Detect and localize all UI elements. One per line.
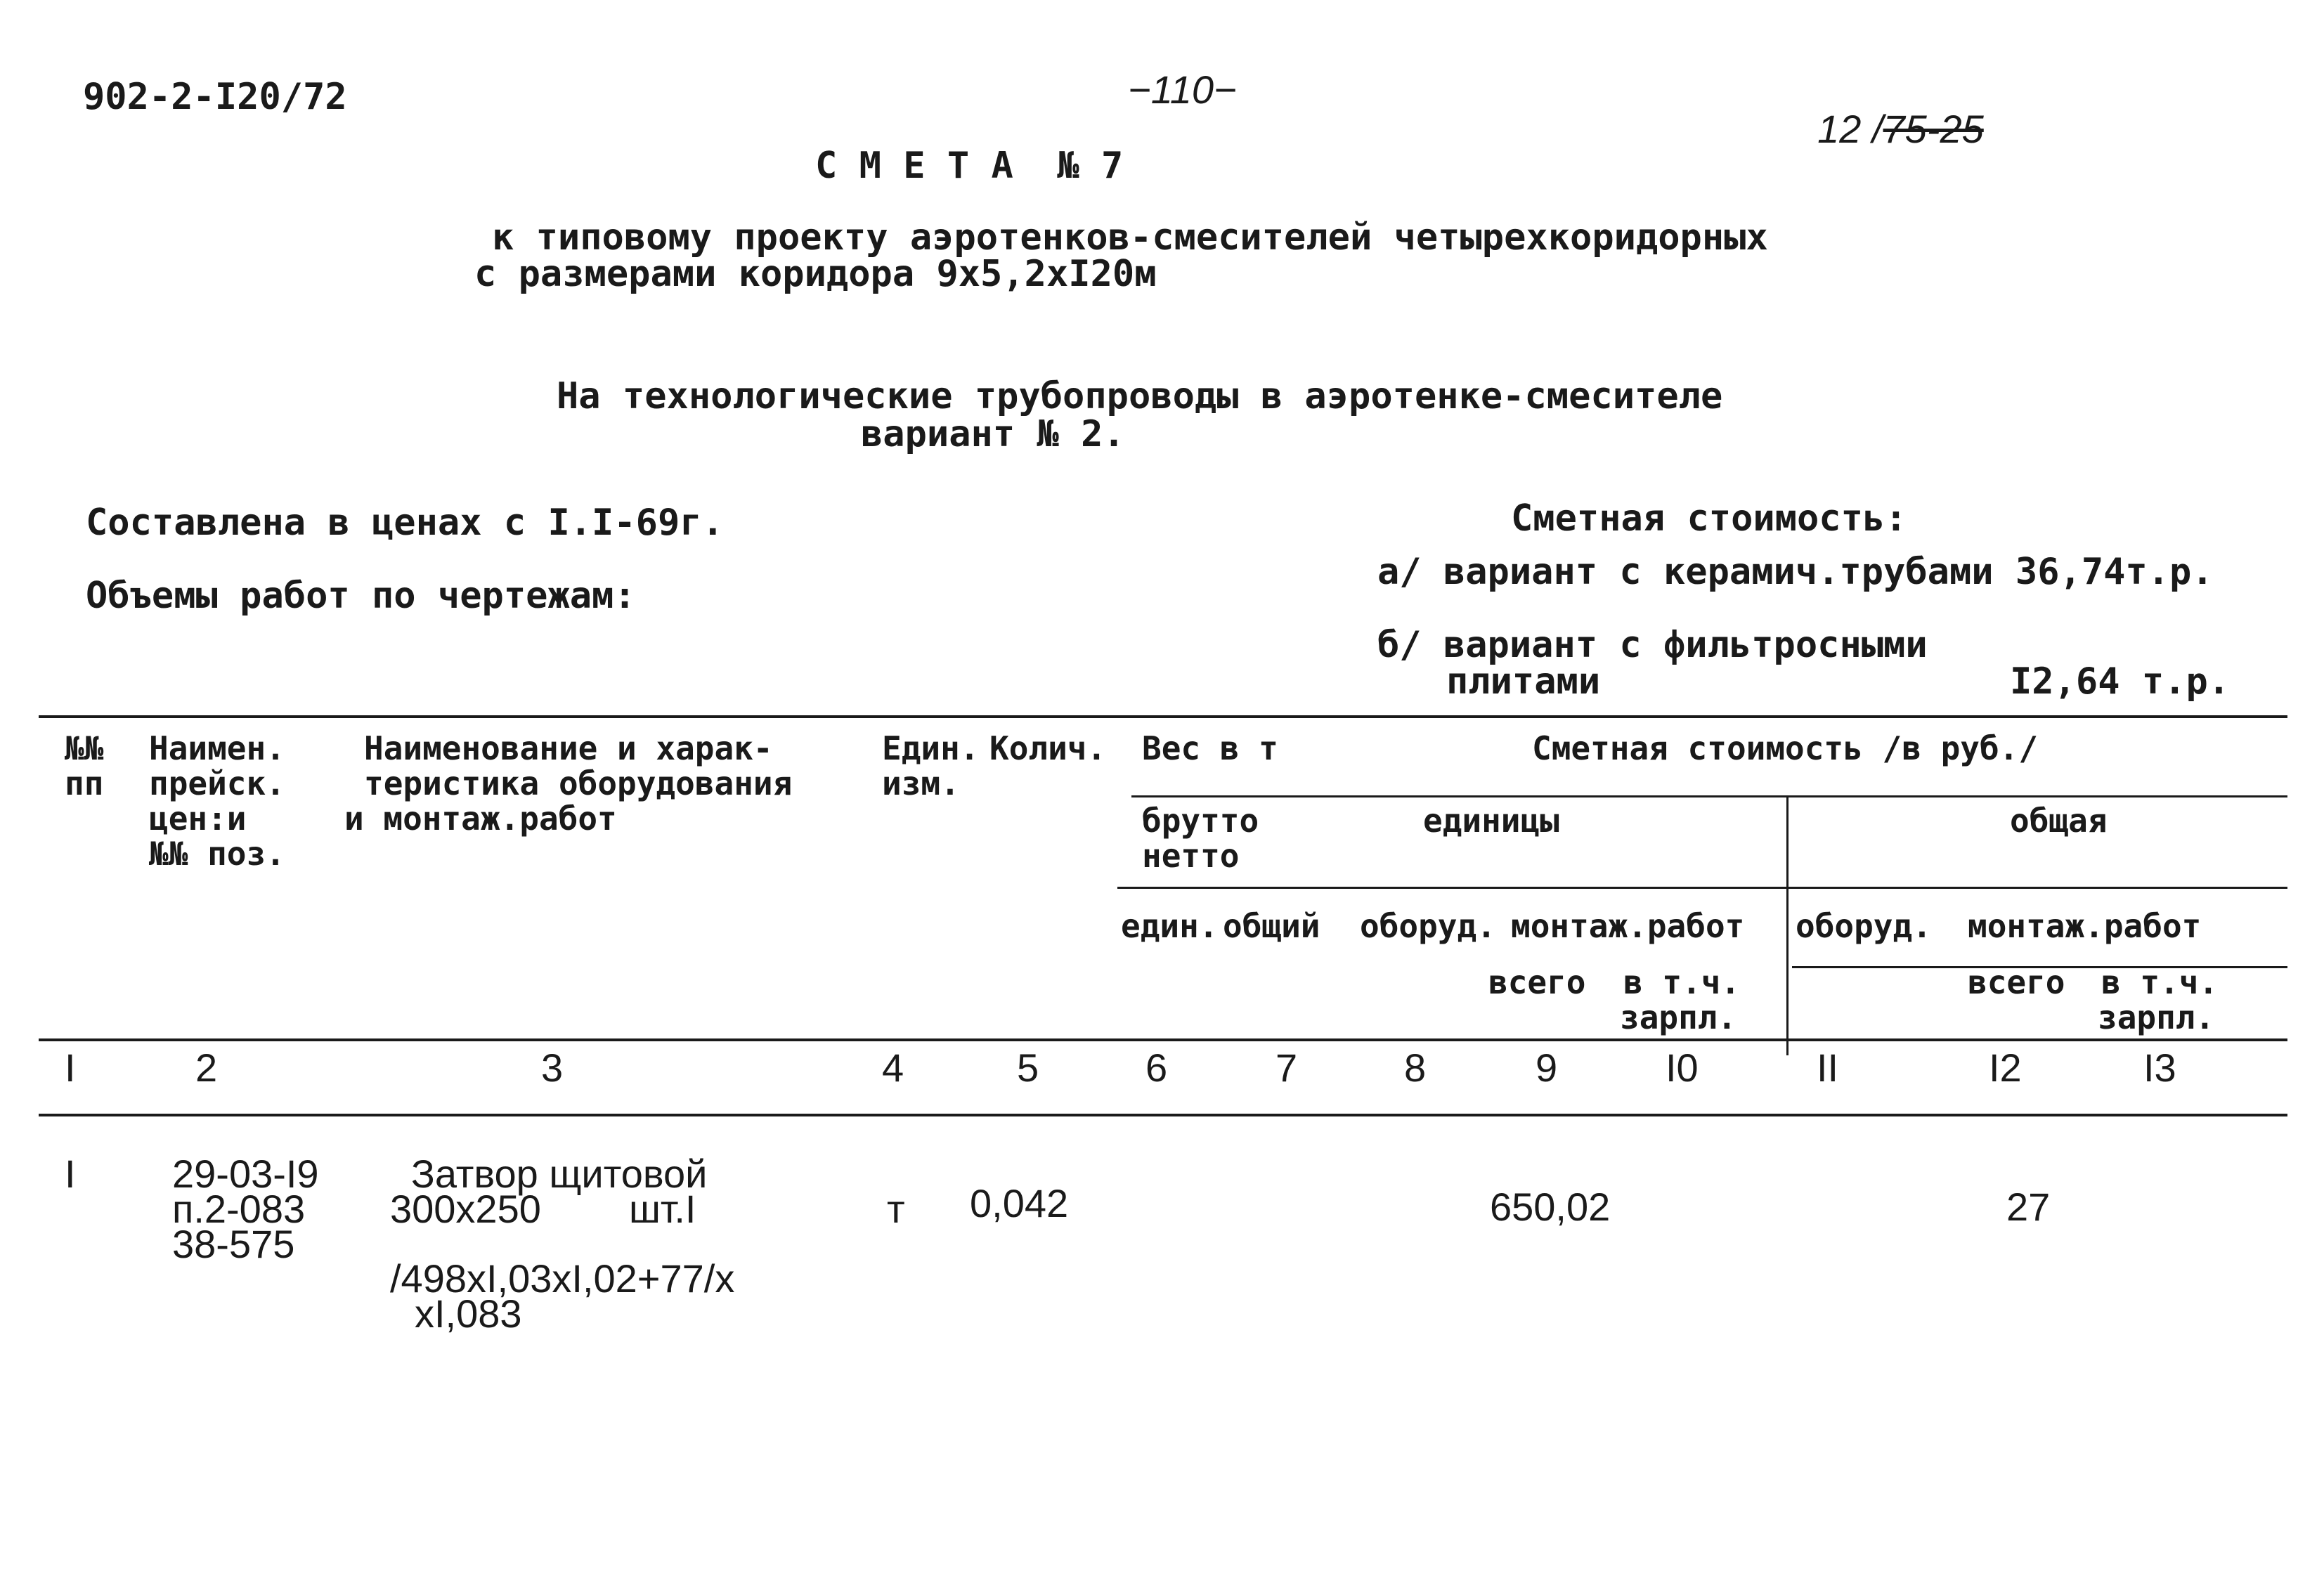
column-number-9: 9 xyxy=(1536,1046,1558,1090)
unit-total-divider xyxy=(1786,795,1789,1055)
header-col2-line4: №№ поз. xyxy=(149,835,285,873)
table-top-rule xyxy=(39,715,2287,718)
variant-a: а/ вариант с керамич.трубами 36,74т.р. xyxy=(1377,551,2214,593)
header-total-total: всего xyxy=(1968,963,2065,1001)
subject-line1: На технологические трубопроводы в аэротенке-смесителе xyxy=(557,375,1723,417)
header-col2-line2: прейск. xyxy=(149,764,285,802)
header-unit-wage: зарпл. xyxy=(1620,998,1737,1036)
column-number-12: I2 xyxy=(1989,1046,2022,1090)
header-unit-group: единицы xyxy=(1423,802,1559,840)
header-weight: Вес в т xyxy=(1142,729,1278,767)
sheet-number-struck: 75-25 xyxy=(1883,107,1984,151)
column-number-10: I0 xyxy=(1666,1046,1699,1090)
sheet-number-prefix: 12 / xyxy=(1817,107,1883,151)
variant-b-line2: плитами xyxy=(1446,660,1601,703)
header-col3-line1: Наименование и харак- xyxy=(364,729,773,767)
column-numbers-rule xyxy=(39,1114,2287,1116)
project-description-line1: к типовому проекту аэротенков-смесителей четырехкоридорных xyxy=(492,216,1768,259)
volumes-basis: Объемы работ по чертежам: xyxy=(86,575,636,617)
subheader-rule xyxy=(1117,887,2287,889)
row-unit: т xyxy=(887,1187,905,1231)
column-number-6: 6 xyxy=(1145,1046,1168,1090)
column-number-4: 4 xyxy=(882,1046,904,1090)
header-bottom-rule xyxy=(39,1038,2287,1041)
variant-b-value: I2,64 т.р. xyxy=(2010,660,2231,703)
sheet-number xyxy=(1796,70,1984,149)
row-formula-line1: /498хI,03хI,02+77/х xyxy=(390,1256,735,1301)
header-total-equipment: оборуд. xyxy=(1796,907,1932,945)
header-total-install: монтаж.работ xyxy=(1968,907,2202,945)
header-unit-install: монтаж.работ xyxy=(1511,907,1745,945)
header-col2-line1: Наимен. xyxy=(149,729,285,767)
column-number-3: 3 xyxy=(541,1046,564,1090)
column-number-13: I3 xyxy=(2143,1046,2176,1090)
row-pricelist-line3: 38-575 xyxy=(172,1222,295,1266)
row-item-name-line2: 300х250 xyxy=(390,1187,541,1231)
header-total-group: общая xyxy=(2010,802,2108,840)
document-code: 902-2-I20/72 xyxy=(83,76,347,118)
row-pricelist-line2: п.2-083 xyxy=(172,1187,306,1231)
row-item-name-line1: Затвор щитовой xyxy=(411,1152,708,1196)
column-number-7: 7 xyxy=(1275,1046,1298,1090)
header-col3-line2: теристика оборудования xyxy=(364,764,793,802)
header-col2-line3: цен:и xyxy=(149,800,247,838)
header-unit-incl: в т.ч. xyxy=(1623,963,1741,1001)
header-cost-group: Сметная стоимость /в руб./ xyxy=(1532,729,2039,767)
header-col3-line3: и монтаж.работ xyxy=(344,800,617,838)
header-total-wage: зарпл. xyxy=(2098,998,2215,1036)
brutto-rule xyxy=(1131,795,2287,797)
column-number-5: 5 xyxy=(1017,1046,1039,1090)
header-weight-unit: един. xyxy=(1121,907,1219,945)
header-unit-total: всего xyxy=(1488,963,1586,1001)
row-unit-install-total: 650,02 xyxy=(1490,1185,1611,1229)
header-col1-line2: пп xyxy=(65,764,104,802)
project-description-line2: с размерами коридора 9х5,2хI20м xyxy=(474,253,1157,295)
row-pricelist-line1: 29-03-I9 xyxy=(172,1152,319,1196)
column-number-11: II xyxy=(1817,1046,1839,1090)
header-unit-equipment: оборуд. xyxy=(1360,907,1496,945)
page-number: −110− xyxy=(1128,67,1237,112)
row-quantity: 0,042 xyxy=(970,1181,1069,1225)
row-number: I xyxy=(65,1152,76,1196)
header-col4-line2: изм. xyxy=(882,764,960,802)
prices-basis: Составлена в ценах с I.I-69г. xyxy=(86,502,724,544)
column-number-8: 8 xyxy=(1404,1046,1427,1090)
column-number-1: I xyxy=(65,1046,76,1090)
row-formula-line2: хI,083 xyxy=(415,1291,522,1336)
header-total-incl: в т.ч. xyxy=(2101,963,2219,1001)
header-col5: Колич. xyxy=(989,729,1107,767)
row-total-install-total: 27 xyxy=(2006,1185,2051,1229)
estimated-cost-heading: Сметная стоимость: xyxy=(1511,497,1907,540)
header-weight-total: общий xyxy=(1223,907,1320,945)
row-item-qty-note: шт.I xyxy=(629,1187,696,1231)
column-number-2: 2 xyxy=(195,1046,218,1090)
header-col1-line1: №№ xyxy=(65,729,104,767)
header-brutto: брутто xyxy=(1142,802,1259,840)
header-netto: нетто xyxy=(1142,837,1240,875)
header-col4-line1: Един. xyxy=(882,729,980,767)
variant-b-line1: б/ вариант с фильтросными xyxy=(1377,624,1928,666)
subject-line2: вариант № 2. xyxy=(861,413,1125,455)
estimate-title: С М Е Т А № 7 xyxy=(815,145,1124,187)
